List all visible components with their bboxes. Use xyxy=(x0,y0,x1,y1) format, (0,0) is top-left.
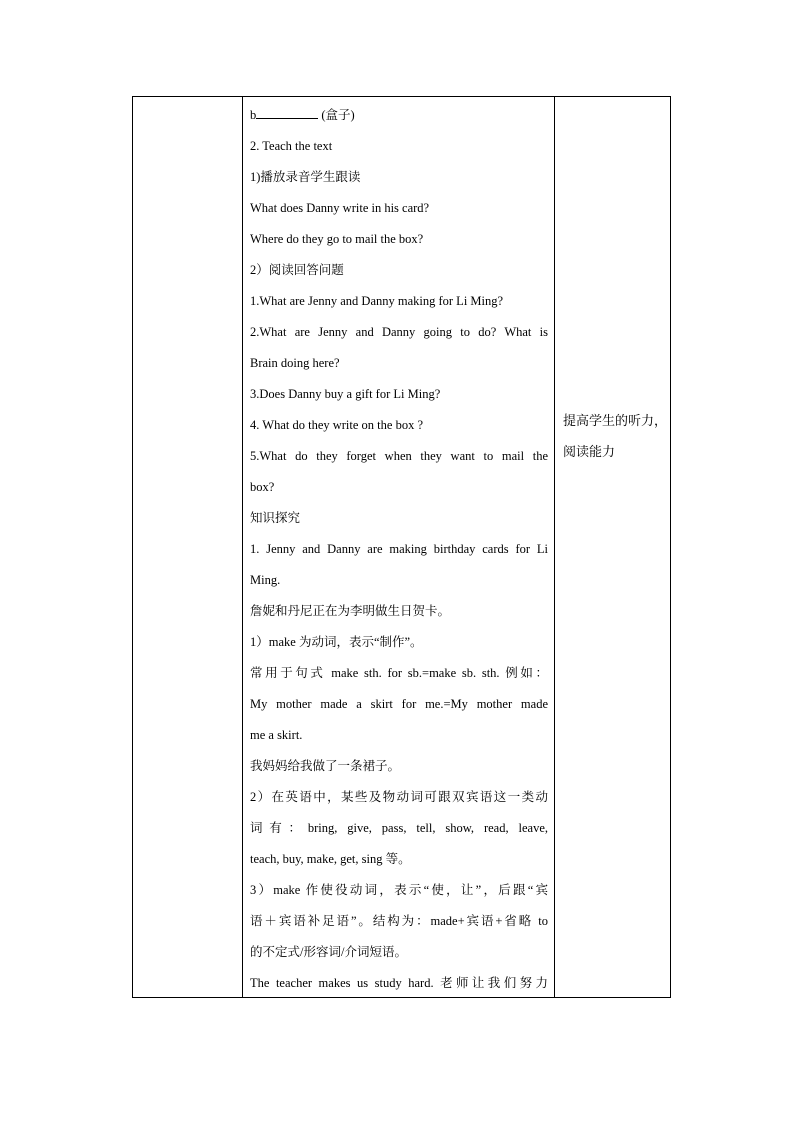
content-line: 2）阅读回答问题 xyxy=(250,263,344,277)
fill-in-blank xyxy=(256,106,318,119)
content-line: 1）make 为动词，表示“制作”。 xyxy=(250,635,423,649)
content-line: box? xyxy=(250,480,275,494)
content-line: 1.What are Jenny and Danny making for Li Ming? xyxy=(250,294,504,308)
content-line: 语＋宾语补足语”。结构为：made+宾语+省略 to xyxy=(250,914,548,928)
content-line: The teacher makes us study hard. 老师让我们努力 xyxy=(250,976,548,990)
content-line: 4. What do they write on the box ? xyxy=(250,418,423,432)
content-line xyxy=(250,100,548,131)
teaching-content xyxy=(243,97,554,997)
content-line: 1. Jenny and Danny are making birthday cards for Li xyxy=(250,542,548,556)
blank-prefix: b xyxy=(250,108,257,122)
teaching-content-cell xyxy=(243,97,555,998)
content-line: 我妈妈给我做了一条裙子。 xyxy=(250,759,401,773)
table-row xyxy=(133,97,671,998)
purpose-line: 阅读能力 xyxy=(563,445,616,460)
content-line: teach, buy, make, get, sing 等。 xyxy=(250,852,411,866)
lesson-plan-table xyxy=(132,96,671,998)
content-line: 词有：bring, give, pass, tell, show, read, leave, xyxy=(250,821,548,835)
purpose-cell xyxy=(555,97,671,998)
content-line: 3）make 作使役动词，表示“使，让”，后跟“宾 xyxy=(250,883,548,897)
content-line: 5.What do they forget when they want to mail the xyxy=(250,449,548,463)
content-line: 詹妮和丹尼正在为李明做生日贺卡。 xyxy=(250,604,451,618)
content-line: Where do they go to mail the box? xyxy=(250,232,424,246)
content-line: Brain doing here? xyxy=(250,356,340,370)
content-line: My mother made a skirt for me.=My mother made xyxy=(250,697,548,711)
content-line: 知识探究 xyxy=(250,511,301,525)
content-line: Ming. xyxy=(250,573,281,587)
content-line: 的不定式/形容词/介词短语。 xyxy=(250,945,407,959)
content-line: What does Danny write in his card? xyxy=(250,201,430,215)
content-line: 2.What are Jenny and Danny going to do? What is xyxy=(250,325,548,339)
blank-suffix: (盒子) xyxy=(318,108,355,122)
content-line: 常用于句式 make sth. for sb.=make sb. sth. 例如： xyxy=(250,666,548,680)
content-line: 1)播放录音学生跟读 xyxy=(250,170,361,184)
purpose-line: 提高学生的听力， xyxy=(563,414,668,429)
content-line: 2. Teach the text xyxy=(250,139,333,153)
content-line: 2）在英语中，某些及物动词可跟双宾语这一类动 xyxy=(250,790,548,804)
content-line: 3.Does Danny buy a gift for Li Ming? xyxy=(250,387,441,401)
purpose-content xyxy=(555,97,670,468)
left-column-cell xyxy=(133,97,243,998)
content-line: me a skirt. xyxy=(250,728,303,742)
